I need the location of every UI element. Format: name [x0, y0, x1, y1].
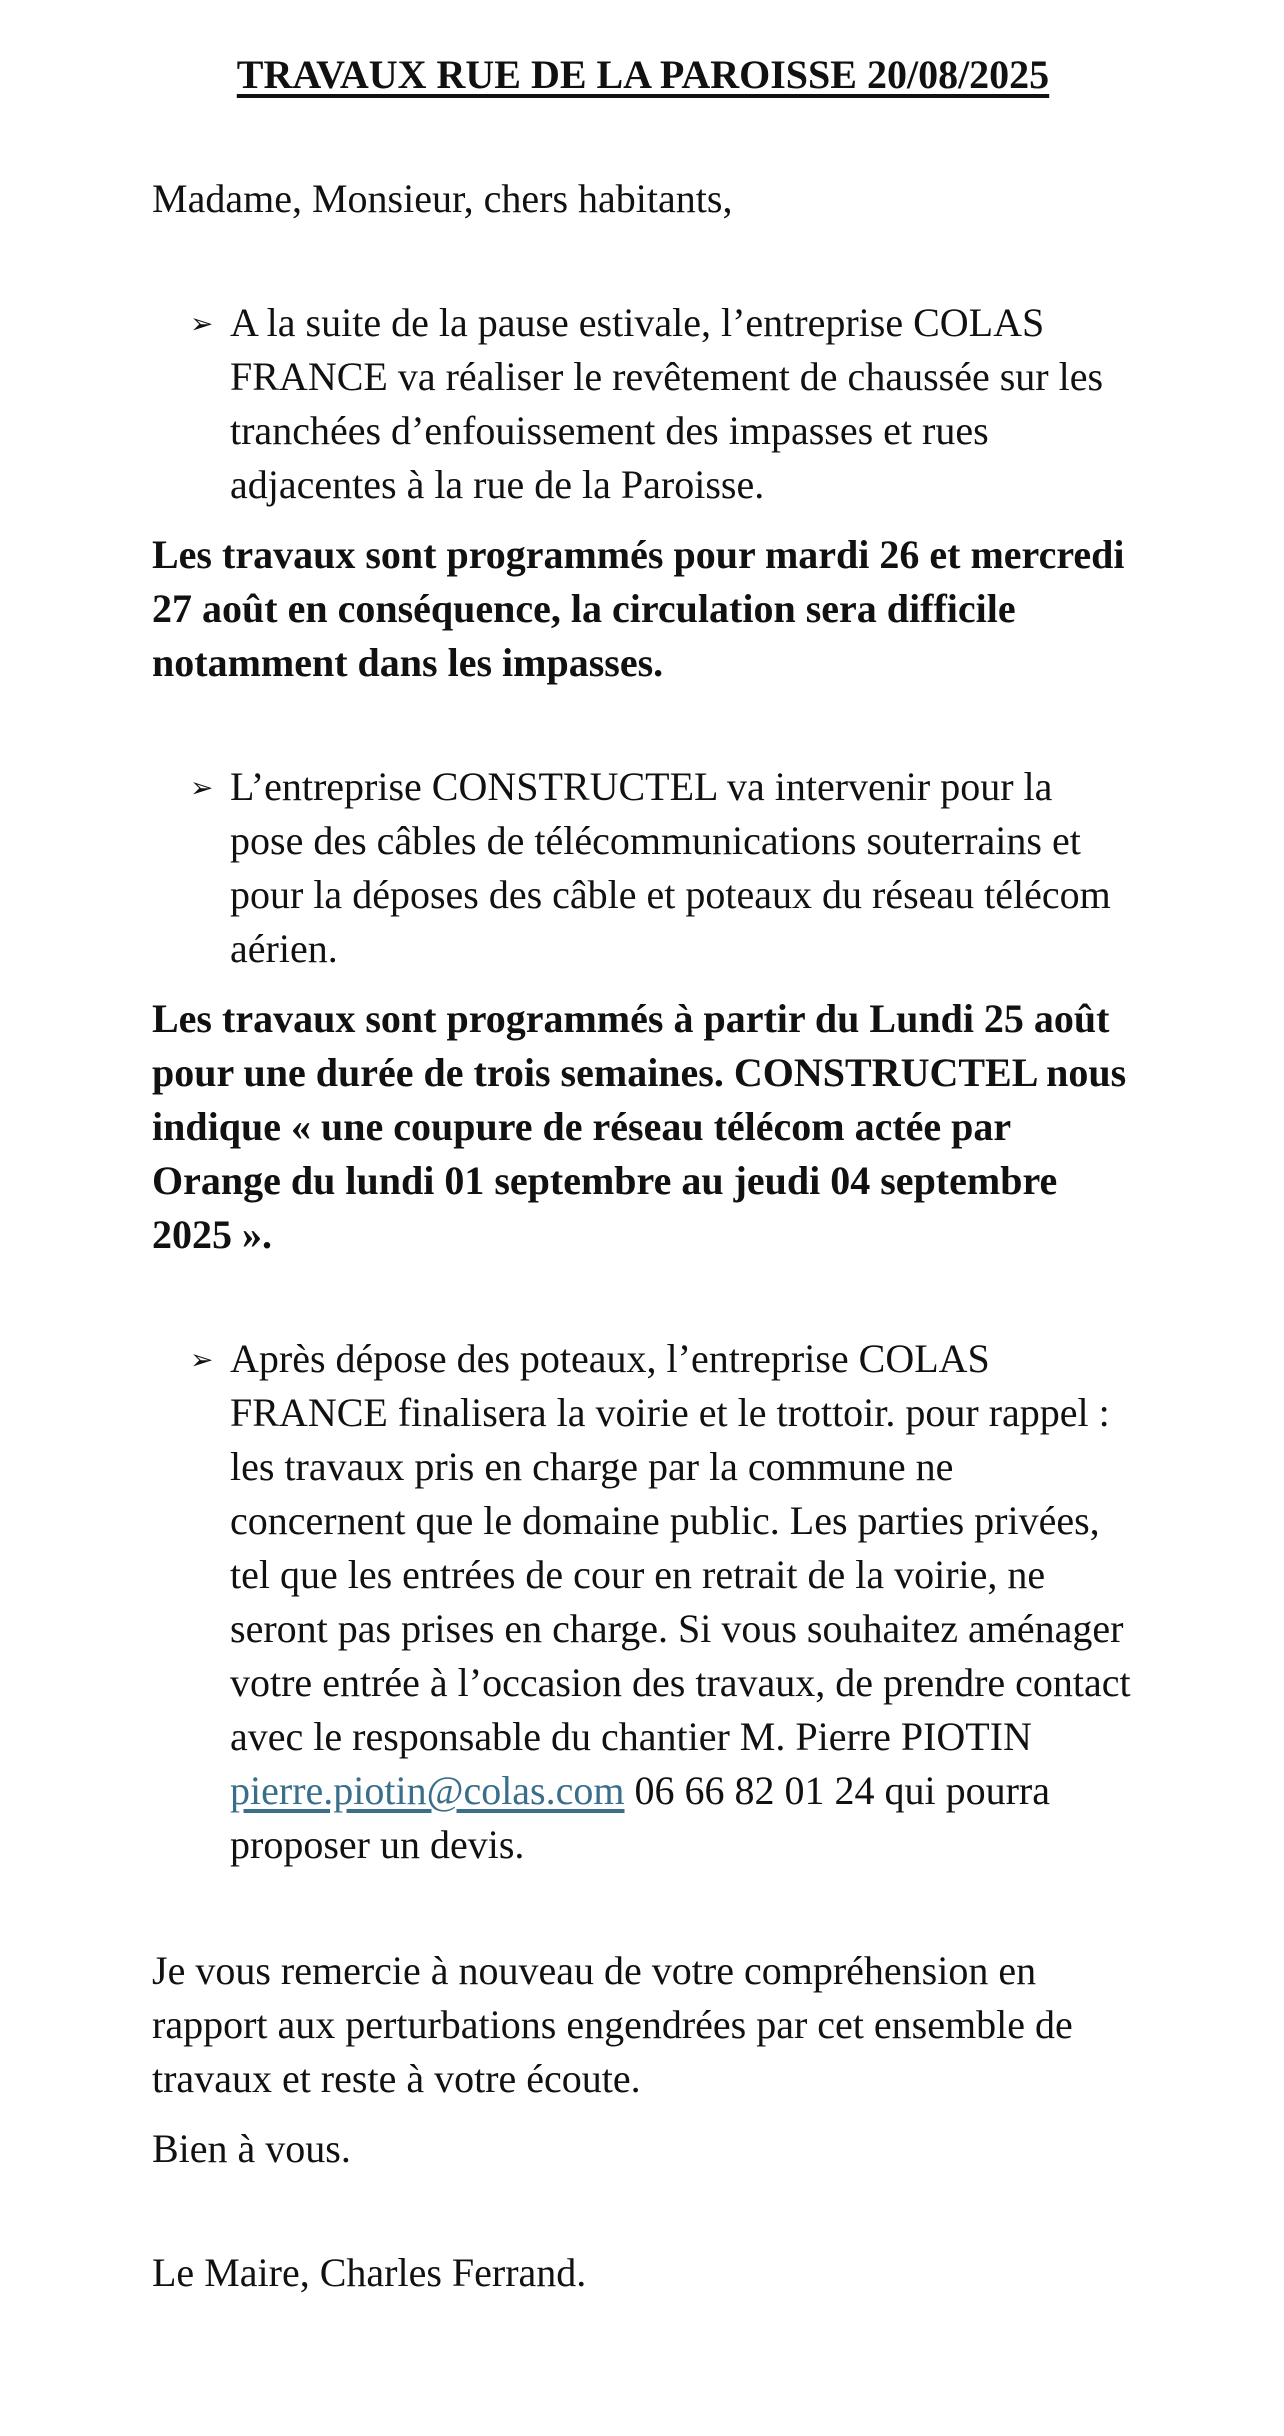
- bullet-item-colas-resurfacing: [152, 296, 1134, 512]
- contact-phone-text: 06 66 82 01 24 qui pourra proposer un devis.: [230, 1768, 1051, 1867]
- arrow-bullet-icon: ➢: [190, 307, 214, 340]
- bullet-item-colas-finishing: [152, 1332, 1134, 1872]
- arrow-bullet-icon: ➢: [190, 771, 214, 804]
- page-title: TRAVAUX RUE DE LA PAROISSE 20/08/2025: [236, 52, 1050, 97]
- bullet-text: L’entreprise CONSTRUCTEL va intervenir pour la pose des câbles de télécommunications souterrains et pour la déposes des câble et poteaux du réseau télécom aérien.: [230, 764, 1111, 971]
- signature: Le Maire, Charles Ferrand.: [152, 2250, 587, 2295]
- contact-email-link[interactable]: pierre.piotin@colas.com: [230, 1768, 625, 1813]
- closing-salutation: Bien à vous.: [152, 2126, 351, 2171]
- bullet-text: Après dépose des poteaux, l’entreprise COLAS FRANCE finalisera la voirie et le trottoir. pour rappel : les travaux pris en charge par la commune ne concernent que le domaine public. Les parties privées, tel que les entrées de cour en retrait de la voirie, ne seront pas prises en charge. Si vous souhaitez aménager votre entrée à l’occasion des travaux, de prendre contact avec le responsable du chantier M. Pierre PIOTIN: [230, 1336, 1131, 1759]
- bullet-text: A la suite de la pause estivale, l’entreprise COLAS FRANCE va réaliser le revêtement de chaussée sur les tranchées d’enfouissement des impasses et rues adjacentes à la rue de la Paroisse.: [230, 300, 1104, 507]
- arrow-bullet-icon: ➢: [190, 1343, 214, 1376]
- schedule-notice-constructel: Les travaux sont programmés à partir du Lundi 25 août pour une durée de trois semaines. CONSTRUCTEL nous indique « une coupure de réseau télécom actée par Orange du lundi 01 septembre au jeudi 04 septembre 2025 ».: [152, 996, 1127, 1257]
- schedule-notice-colas: Les travaux sont programmés pour mardi 26 et mercredi 27 août en conséquence, la circulation sera difficile notamment dans les impasses.: [152, 532, 1125, 685]
- greeting: Madame, Monsieur, chers habitants,: [152, 176, 733, 221]
- bullet-item-constructel: [152, 760, 1134, 976]
- thanks-paragraph: Je vous remercie à nouveau de votre compréhension en rapport aux perturbations engendrées par cet ensemble de travaux et reste à votre écoute.: [152, 1948, 1073, 2101]
